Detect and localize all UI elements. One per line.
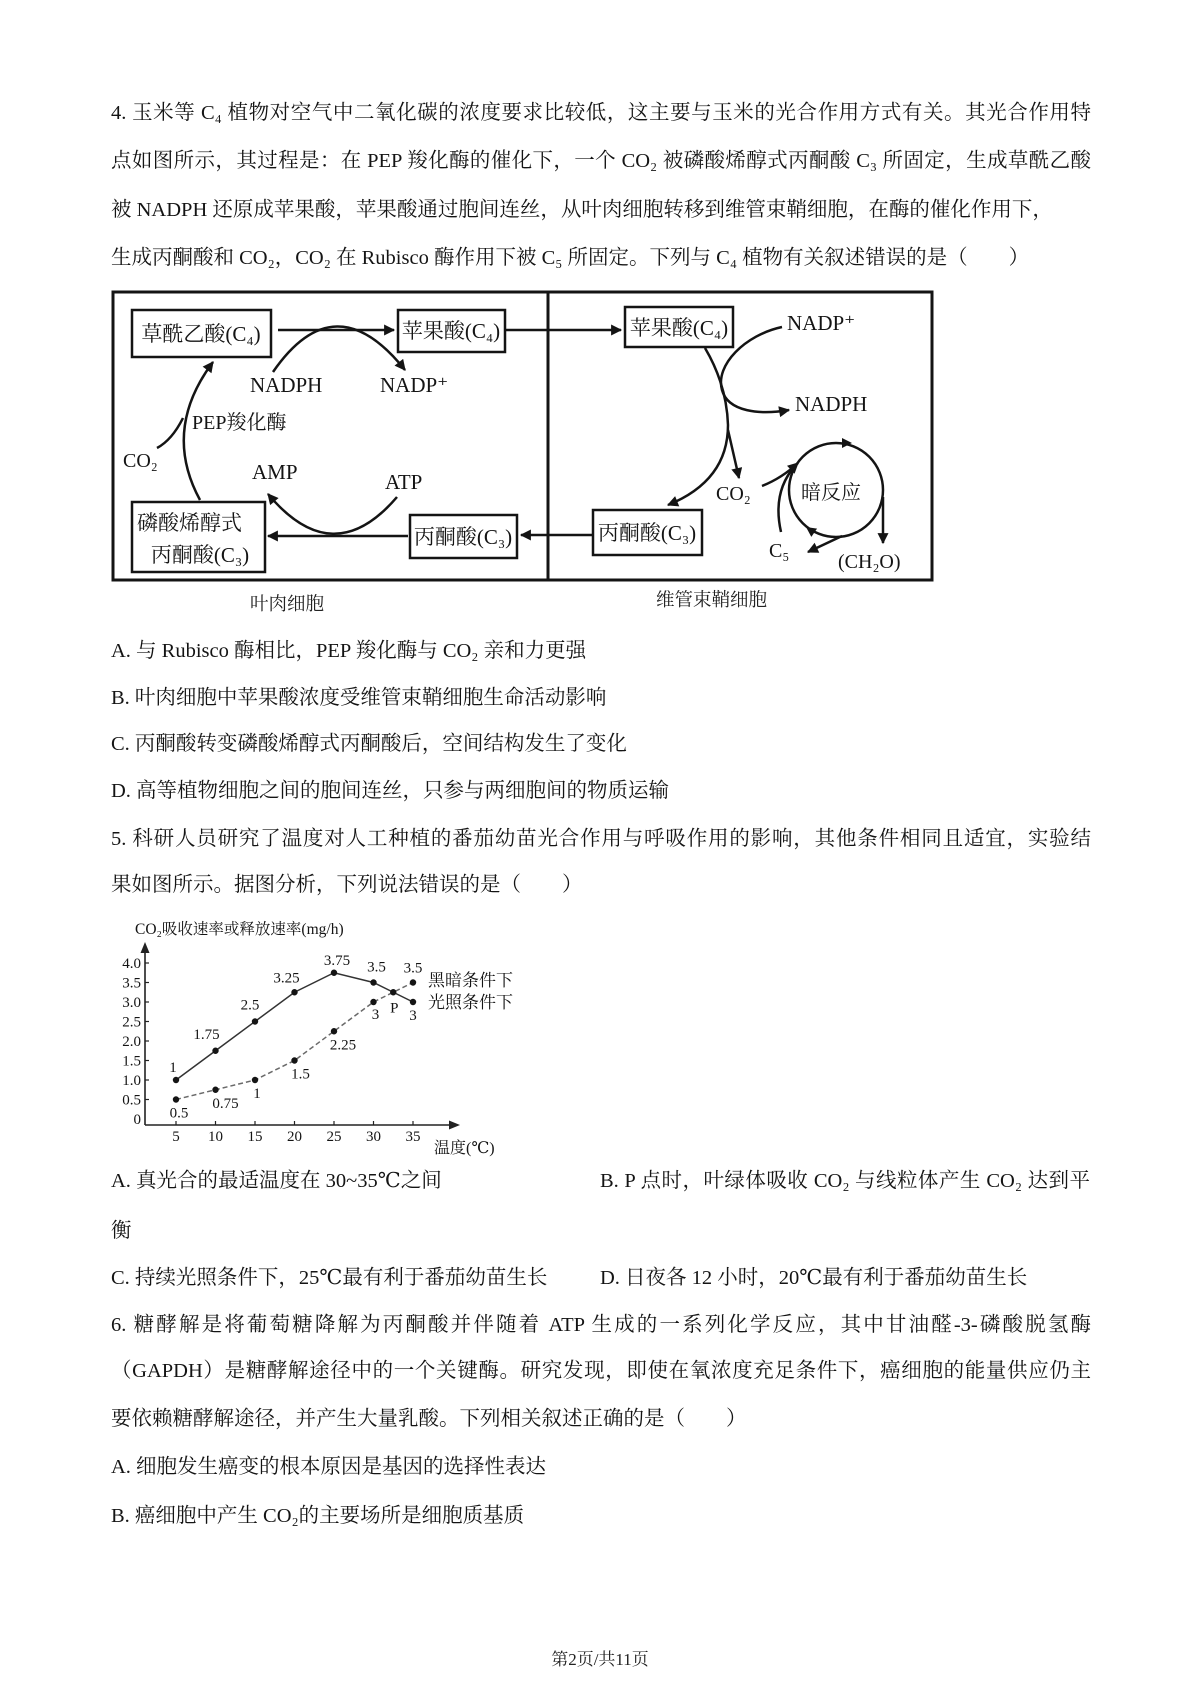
y-tick-label: 0.5 (122, 1092, 141, 1109)
q5-option-b-line-1: B. P 点时，叶绿体吸收 CO₂ 与线粒体产生 CO₂ 达到平 (600, 1170, 1090, 1192)
arrow-nadph-to-nadp (273, 326, 405, 372)
data-point (252, 1077, 258, 1083)
data-point (173, 1096, 179, 1102)
oxaloacetate-label: 草酰乙酸(C₄) (141, 322, 261, 346)
y-tick-label: 4.0 (122, 956, 141, 972)
q4-option-a: A. 与 Rubisco 酶相比，PEP 羧化酶与 CO₂ 亲和力更强 (111, 640, 587, 662)
page-footer: 第2页/共11页 (551, 1650, 649, 1669)
q6-stem-line-3: 要依赖糖酵解途径，并产生大量乳酸。下列相关叙述正确的是（ ） (111, 1408, 747, 1430)
dark-reaction-label: 暗反应 (801, 482, 861, 504)
data-label: 0.5 (169, 1105, 189, 1122)
q4-option-d: D. 高等植物细胞之间的胞间连丝，只参与两细胞间的物质运输 (111, 780, 670, 802)
amp-label: AMP (252, 460, 298, 484)
pep-label-line1: 磷酸烯醇式 (137, 511, 242, 535)
data-point (370, 999, 376, 1005)
data-label: 2.25 (329, 1037, 357, 1054)
temperature-co2-chart (100, 900, 530, 1160)
atp-label: ATP (385, 470, 423, 494)
data-point (410, 999, 416, 1005)
q6-stem-line-1: 6. 糖酵解是将葡萄糖降解为丙酮酸并伴随着 ATP 生成的一系列化学反应，其中甘油醛-3-磷酸脱氢酶 (111, 1314, 1091, 1336)
arrow-co2-release (728, 430, 739, 478)
nadph-label-bundle-sheath: NADPH (795, 392, 868, 416)
mesophyll-cell (123, 310, 517, 572)
x-tick-label: 30 (366, 1129, 381, 1145)
data-label: 1.5 (291, 1066, 310, 1083)
q6-stem-line-2: （GAPDH）是糖酵解途径中的一个关键酶。研究发现，即使在氧浓度充足条件下，癌细胞的能量供应仍主 (111, 1360, 1091, 1382)
y-tick-label: 3.0 (122, 995, 141, 1011)
c5-label: C₅ (769, 540, 790, 562)
x-tick-label: 35 (405, 1129, 421, 1145)
bundle-sheath-cell (505, 307, 901, 573)
x-axis-title: 温度(℃) (434, 1140, 495, 1157)
x-tick-label: 5 (172, 1129, 180, 1145)
q5-stem-line-2: 果如图所示。据图分析，下列说法错误的是（ ） (111, 874, 583, 896)
data-point (212, 1087, 218, 1093)
y-tick-label: 1.0 (122, 1073, 141, 1089)
malate-label-mesophyll: 苹果酸(C₄) (401, 319, 501, 343)
x-axis-arrow-icon (449, 1121, 460, 1130)
y-tick-label: 3.5 (122, 975, 141, 992)
data-label: 0.75 (212, 1095, 239, 1112)
q5-option-c: C. 持续光照条件下，25℃最有利于番茄幼苗生长 (111, 1267, 548, 1289)
data-point (252, 1018, 258, 1024)
q4-stem-line-3: 被 NADPH 还原成苹果酸，苹果酸通过胞间连丝，从叶肉细胞转移到维管束鞘细胞，在酶的催化作用下， (111, 199, 1053, 221)
data-label: 2.5 (240, 997, 260, 1014)
data-label: 3.5 (367, 959, 386, 976)
x-tick-label: 25 (326, 1129, 342, 1145)
data-point (331, 970, 337, 976)
q6-option-b: B. 癌细胞中产生 CO₂的主要场所是细胞质基质 (111, 1505, 525, 1527)
q5-option-d: D. 日夜各 12 小时，20℃最有利于番茄幼苗生长 (600, 1267, 1028, 1289)
pep-carboxylase-label: PEP羧化酶 (192, 412, 287, 434)
arrow-malate-to-pyruvate (668, 348, 728, 505)
arrow-to-c5 (808, 536, 842, 552)
nadp-label-bundle-sheath: NADP⁺ (787, 311, 856, 335)
legend-light: 光照条件下 (428, 993, 513, 1012)
intersection-label: P (390, 1000, 399, 1017)
q4-stem-line-1: 4. 玉米等 C₄ 植物对空气中二氧化碳的浓度要求比较低，这主要与玉米的光合作用方式有关。其光合作用特 (111, 102, 1091, 124)
pep-label-line2: 丙酮酸(C₃) (150, 543, 250, 567)
data-point (212, 1048, 218, 1054)
data-label: 3 (371, 1007, 380, 1023)
y-tick-label: 0 (133, 1112, 141, 1128)
nadp-label-mesophyll: NADP⁺ (380, 373, 449, 397)
chart-marks (122, 953, 422, 1145)
co2-label-mesophyll: CO₂ (123, 450, 158, 472)
intersection-point (390, 989, 396, 995)
y-axis-title: CO₂吸收速率或释放速率(mg/h) (135, 921, 344, 938)
x-tick-label: 20 (287, 1129, 302, 1145)
y-tick-label: 1.5 (122, 1053, 141, 1070)
co2-input-curve (157, 418, 183, 448)
nadph-label-mesophyll: NADPH (250, 373, 323, 397)
data-label: 3 (409, 1008, 417, 1024)
data-label: 3.75 (323, 952, 351, 969)
data-point (291, 989, 297, 995)
q5-option-b-line-2: 衡 (111, 1220, 132, 1242)
q4-stem-line-2: 点如图所示，其过程是：在 PEP 羧化酶的催化下，一个 CO₂ 被磷酸烯醇式丙酮酸 C₃ 所固定，生成草酰乙酸 (111, 150, 1091, 172)
data-point (331, 1028, 337, 1034)
data-point (173, 1077, 179, 1083)
c4-pathway-diagram (100, 285, 950, 620)
data-label: 1.75 (193, 1026, 220, 1043)
q6-option-a: A. 细胞发生癌变的根本原因是基因的选择性表达 (111, 1456, 547, 1478)
q4-option-b: B. 叶肉细胞中苹果酸浓度受维管束鞘细胞生命活动影响 (111, 687, 607, 709)
data-label: 3.25 (273, 970, 300, 987)
bundle-sheath-caption: 维管束鞘细胞 (656, 590, 768, 611)
x-tick-label: 10 (208, 1129, 223, 1145)
ch2o-label: (CH₂O) (838, 551, 901, 573)
data-label: 1 (169, 1060, 177, 1076)
data-point (410, 979, 416, 985)
data-label: 1 (253, 1086, 261, 1102)
mesophyll-caption: 叶肉细胞 (250, 594, 325, 615)
data-label: 3.5 (403, 960, 423, 977)
arrow-atp-to-amp (268, 494, 397, 534)
q5-option-a: A. 真光合的最适温度在 30~35℃之间 (111, 1170, 442, 1192)
co2-label-bundle-sheath: CO₂ (716, 483, 751, 505)
data-point (291, 1057, 297, 1063)
y-tick-label: 2.5 (122, 1014, 141, 1031)
pyruvate-label-bundle-sheath: 丙酮酸(C₃) (597, 521, 697, 545)
data-point (370, 979, 376, 985)
legend-dark: 黑暗条件下 (428, 971, 513, 990)
y-axis-arrow-icon (141, 942, 150, 953)
q5-stem-line-1: 5. 科研人员研究了温度对人工种植的番茄幼苗光合作用与呼吸作用的影响，其他条件相同且适宜，实验结 (111, 828, 1091, 850)
x-tick-label: 15 (247, 1129, 263, 1145)
y-tick-label: 2.0 (122, 1034, 141, 1050)
q4-option-c: C. 丙酮酸转变磷酸烯醇式丙酮酸后，空间结构发生了变化 (111, 733, 627, 755)
malate-label-bundle-sheath: 苹果酸(C₄) (629, 316, 729, 340)
pyruvate-label-mesophyll: 丙酮酸(C₃) (413, 525, 513, 549)
q4-stem-line-4: 生成丙酮酸和 CO₂，CO₂ 在 Rubisco 酶作用下被 C₅ 所固定。下列与 C₄ 植物有关叙述错误的是（ ） (111, 247, 1030, 269)
